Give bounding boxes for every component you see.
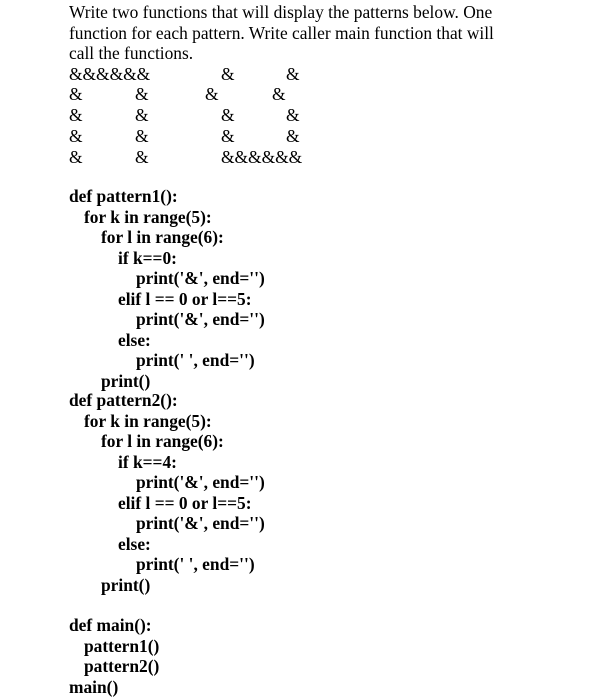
code-line: print('&', end='') [136,472,265,492]
pattern-right-cell: & [205,84,219,104]
code-line: for l in range(6): [101,431,224,451]
code-line: if k==4: [118,452,177,472]
code-line: def pattern2(): [69,390,178,410]
code-line: pattern2() [84,656,160,676]
pattern-right-cell: & [286,126,300,146]
code-line: def main(): [69,615,152,635]
code-line: def pattern1(): [69,186,178,206]
pattern-right-cell: & [221,105,235,125]
code-line: for l in range(6): [101,227,224,247]
pattern-right-cell: & [286,64,300,84]
code-line: for k in range(5): [84,207,212,227]
code-line: print() [101,575,151,595]
code-line: print(' ', end='') [136,554,255,574]
code-line: print('&', end='') [136,268,265,288]
pattern-left-cell: & [135,147,149,167]
prompt-line: call the functions. [69,43,194,63]
pattern-left-cell: & [69,105,83,125]
prompt-line: function for each pattern. Write caller main function that will [69,22,494,43]
code-line: elif l == 0 or l==5: [118,289,252,309]
pattern-left-cell: & [135,126,149,146]
pattern-right-cell: & [272,84,286,104]
code-line: else: [118,330,151,350]
code-line: main() [69,677,119,697]
pattern-left-cell: & [69,126,83,146]
pattern-left-cell: & [135,105,149,125]
code-line: if k==0: [118,248,177,268]
pattern-right-cell: & [221,126,235,146]
pattern-right-cell: & [286,105,300,125]
pattern-left-cell: & [69,84,83,104]
pattern-right-cell: &&&&&& [221,147,303,167]
code-line: pattern1() [84,636,160,656]
prompt-line: Write two functions that will display the patterns below. One [69,2,493,22]
code-line: print('&', end='') [136,309,265,329]
pattern-left-cell: & [69,147,83,167]
pattern-right-cell: & [221,64,235,84]
code-line: print() [101,371,151,391]
code-line: for k in range(5): [84,411,212,431]
code-line: print('&', end='') [136,513,265,533]
pattern-left-cell: & [135,84,149,104]
code-line: else: [118,534,151,554]
code-line: print(' ', end='') [136,350,255,370]
code-line: elif l == 0 or l==5: [118,493,252,513]
pattern-left-cell: &&&&&& [69,64,151,84]
